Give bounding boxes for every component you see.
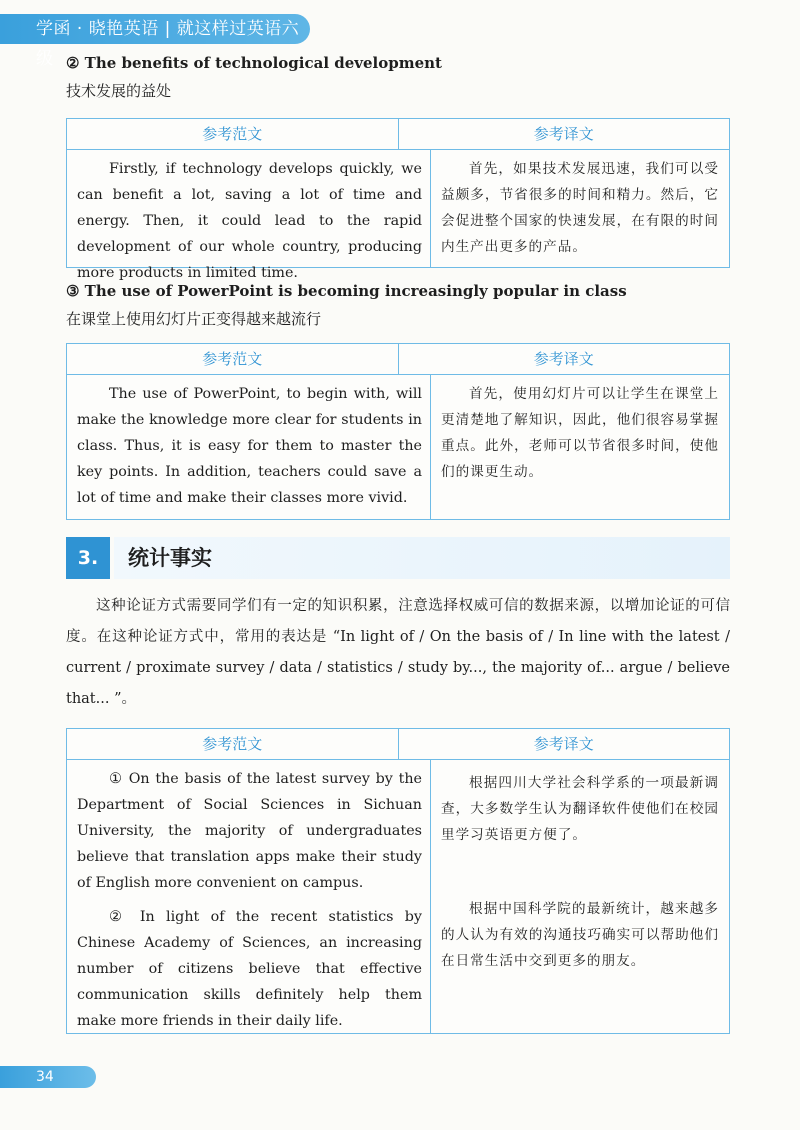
sample-english-text-2: ② In light of the recent statistics by Chinese Academy of Sciences, an increasing number of citizens believe that effective communication skills definitely help them make more friends in their daily life. — [77, 909, 422, 1029]
sample-english-text: Firstly, if technology develops quickly, we can benefit a lot, saving a lot of time and energy. Then, it could lead to the rapid development of our whole country, producing more products in limited time. — [77, 161, 422, 281]
section-number: 3. — [66, 537, 110, 579]
table-header — [67, 729, 729, 760]
subsection-title-en: ② The benefits of technological development — [66, 54, 442, 72]
sample-english-cell — [67, 150, 431, 281]
sample-chinese-cell — [431, 150, 729, 268]
sample-english-cell — [67, 760, 431, 1034]
table-row — [67, 150, 729, 281]
sample-english-text: The use of PowerPoint, to begin with, will make the knowledge more clear for students in class. Thus, it is easy for them to master the key points. In addition, teachers could save a lot of time and make their classes more vivid. — [77, 386, 422, 506]
sample-english-text-1: ① On the basis of the latest survey by the Department of Social Sciences in Sichuan University, the majority of undergraduates believe that translation apps make their study of English more convenient on campus. — [77, 771, 422, 891]
subsection-title-zh: 技术发展的益处 — [66, 82, 172, 100]
sample-chinese-text: 首先，如果技术发展迅速，我们可以受益颇多，节省很多的时间和精力。然后，它会促进整个国家的快速发展，在有限的时间内生产出更多的产品。 — [441, 161, 719, 255]
sample-chinese-text-2: 根据中国科学院的最新统计，越来越多的人认为有效的沟通技巧确实可以帮助他们在日常生活中交到更多的朋友。 — [441, 901, 719, 969]
table-head-translation: 参考译文 — [533, 125, 594, 143]
subsection-title-zh: 在课堂上使用幻灯片正变得越来越流行 — [66, 310, 322, 328]
table-head-sample: 参考范文 — [67, 729, 399, 759]
sample-chinese-text-1: 根据四川大学社会科学系的一项最新调查，大多数学生认为翻译软件使他们在校园里学习英语更方便了。 — [441, 775, 719, 843]
section-heading — [66, 537, 730, 579]
table-head-sample: 参考范文 — [67, 344, 399, 374]
table-head-translation: 参考译文 — [533, 350, 594, 368]
table-row — [67, 375, 729, 520]
table-header — [67, 119, 729, 150]
sample-english-cell — [67, 375, 431, 520]
table-row — [67, 760, 729, 1034]
subsection-tech-benefits — [66, 52, 730, 102]
sample-chinese-text: 首先，使用幻灯片可以让学生在课堂上更清楚地了解知识，因此，他们很容易掌握重点。此外，老师可以节省很多时间，使他们的课更生动。 — [441, 386, 719, 480]
sample-table-powerpoint — [66, 343, 730, 520]
sample-chinese-cell — [431, 375, 729, 520]
subsection-title-en: ③ The use of PowerPoint is becoming increasingly popular in class — [66, 282, 627, 300]
table-head-sample: 参考范文 — [67, 119, 399, 149]
sample-chinese-cell — [431, 760, 729, 1034]
section-body-text: 这种论证方式需要同学们有一定的知识积累，注意选择权威可信的数据来源，以增加论证的可信度。在这种论证方式中，常用的表达是 “In light of / On the basis of / In line with the latest / current / proximate survey / data / statistics / study by..., the majority of... argue / believe that... ”。 — [66, 598, 730, 707]
page-number: 34 — [36, 1069, 54, 1085]
page-number-tab — [0, 1066, 96, 1088]
sample-table-stats — [66, 728, 730, 1034]
table-head-translation: 参考译文 — [533, 735, 594, 753]
header-title: 学函 · 晓艳英语 | 就这样过英语六级 — [36, 19, 300, 69]
table-header — [67, 344, 729, 375]
sample-table-tech — [66, 118, 730, 281]
subsection-powerpoint — [66, 280, 730, 330]
section-title: 统计事实 — [128, 546, 212, 570]
